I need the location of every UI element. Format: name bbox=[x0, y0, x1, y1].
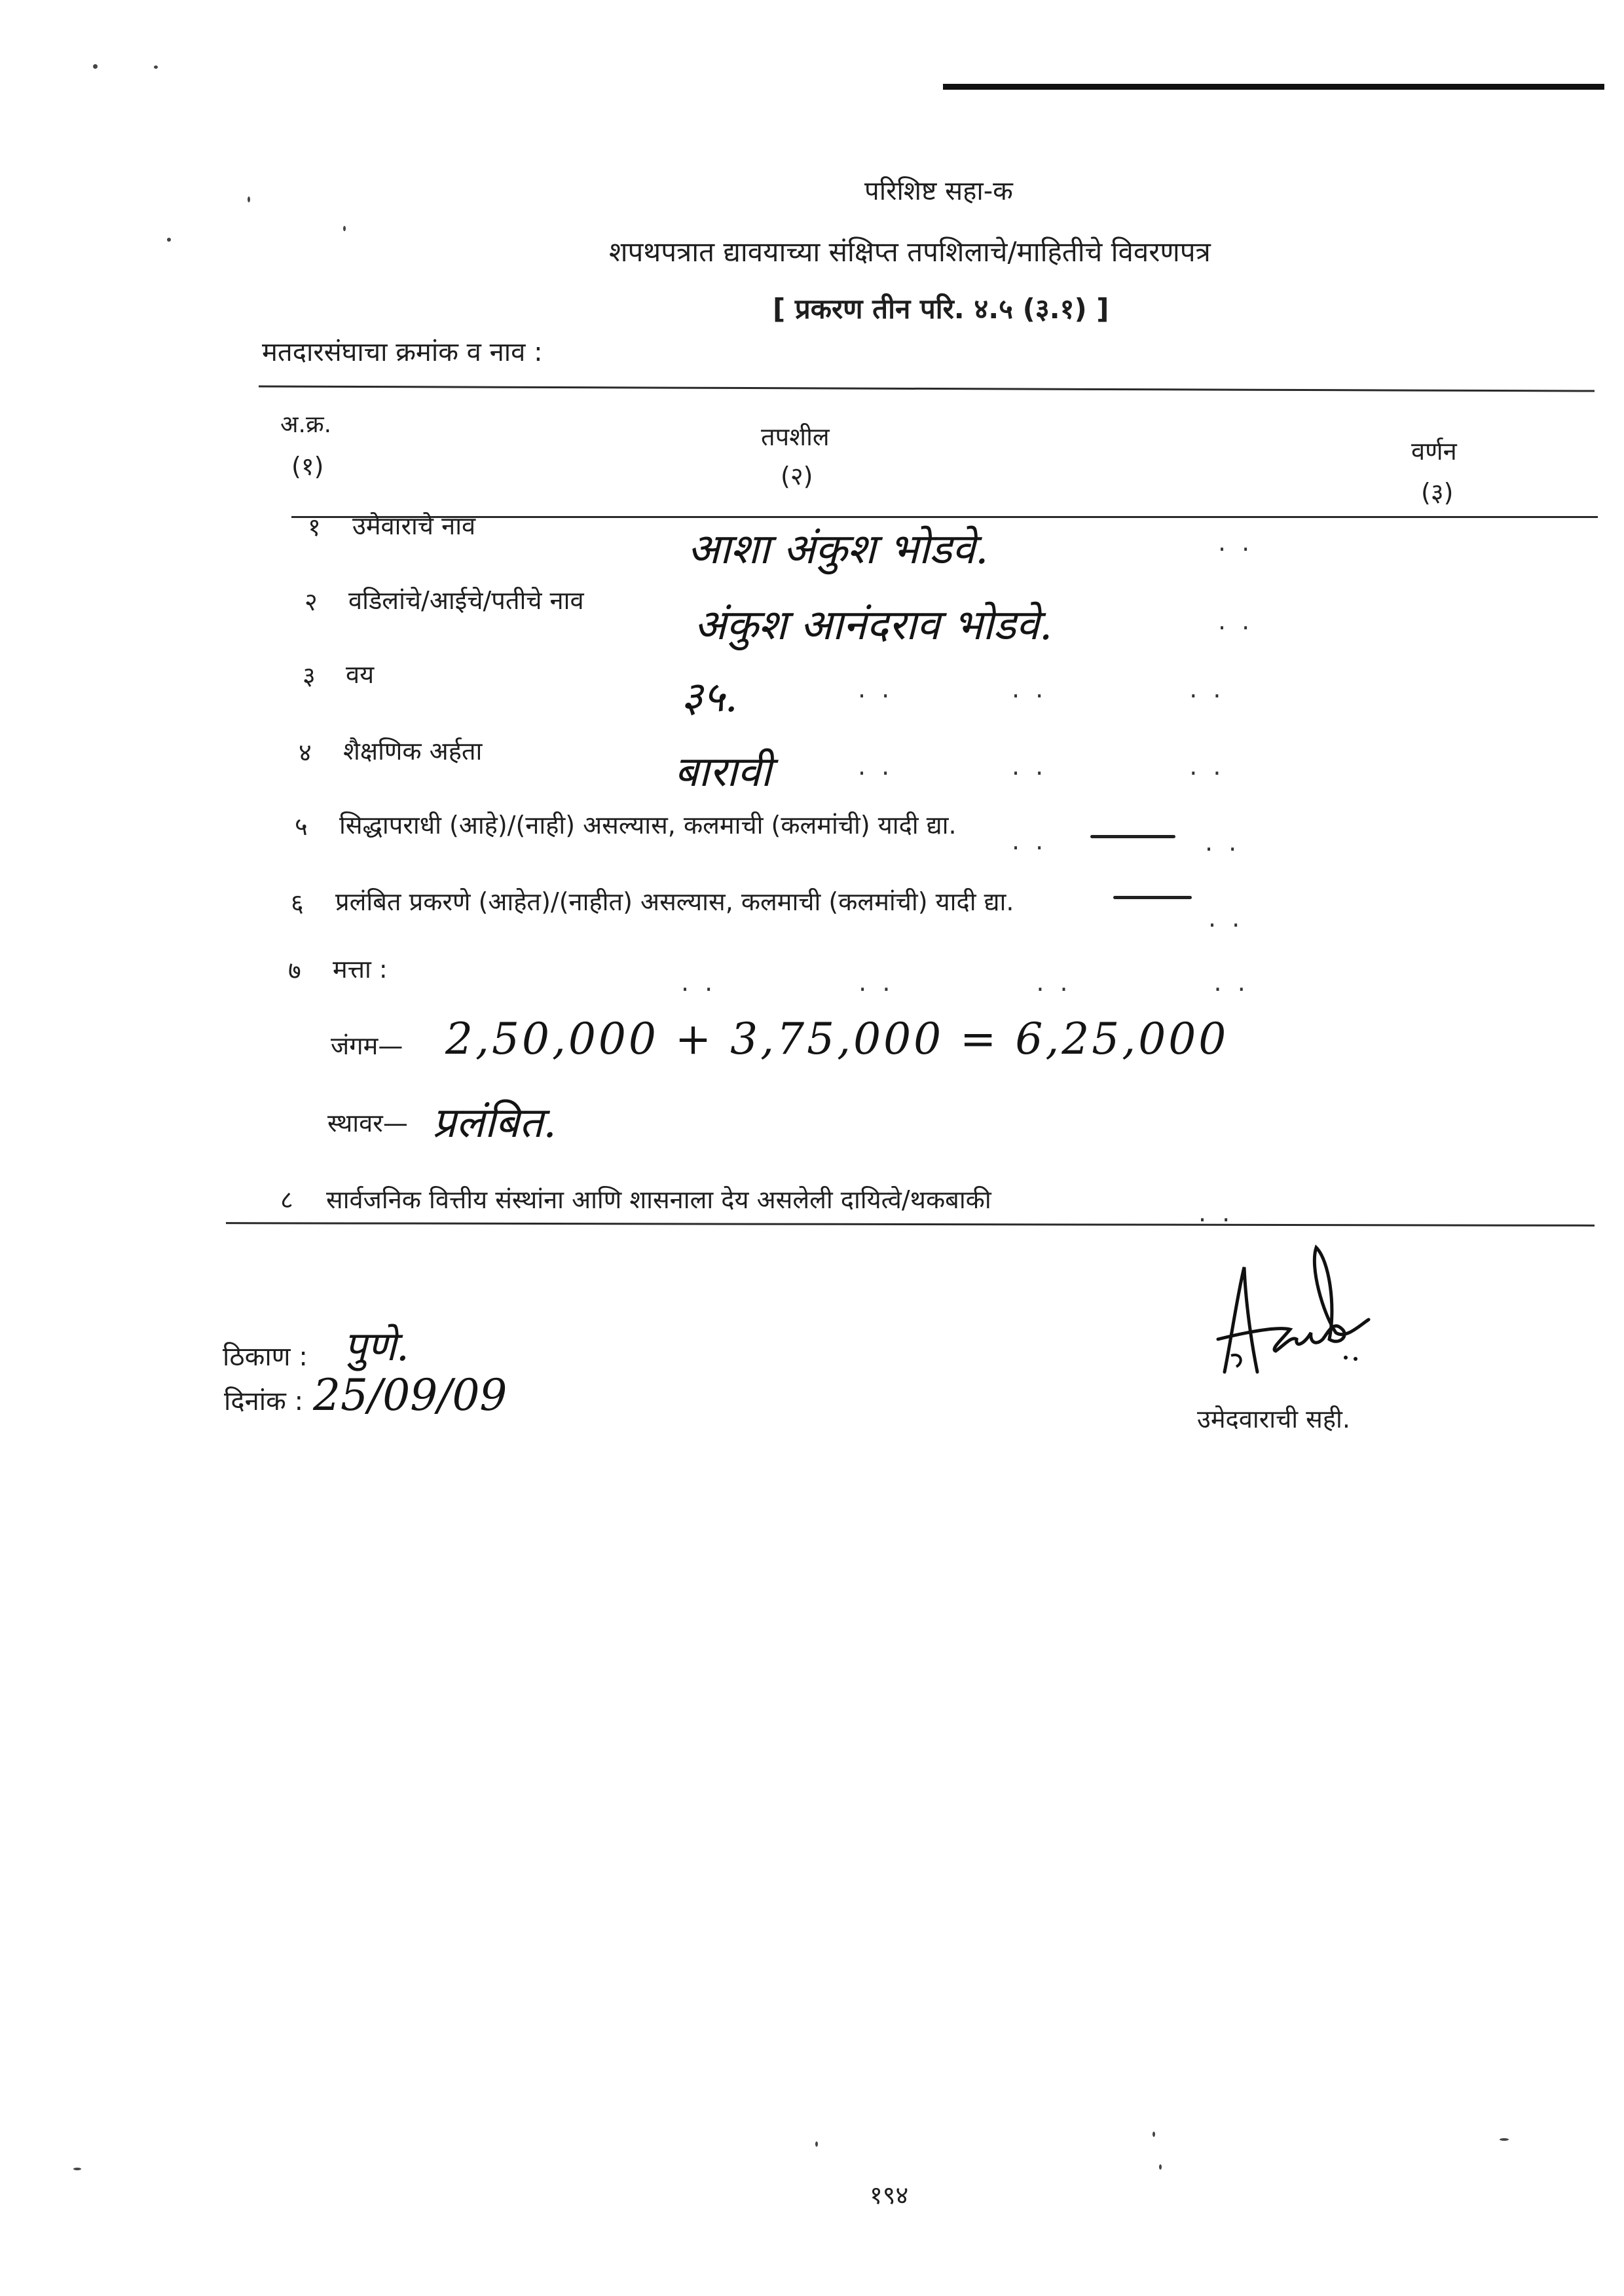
row-1-number: १ bbox=[308, 513, 321, 542]
row-7-number: ७ bbox=[288, 956, 301, 985]
scan-speck bbox=[167, 238, 171, 242]
constituency-label: मतदारसंघाचा क्रमांक व नाव : bbox=[262, 337, 543, 367]
row-6-number: ६ bbox=[291, 889, 304, 917]
scan-speck bbox=[343, 226, 346, 231]
row-5-leader-dots-end: . . bbox=[1205, 828, 1241, 857]
column-header-description: वर्णन bbox=[1411, 437, 1457, 466]
scan-speck bbox=[815, 2141, 818, 2147]
row-1-label: उमेवाराचे नाव bbox=[352, 511, 476, 540]
scan-speck bbox=[93, 64, 98, 69]
row-6-label: प्रलंबित प्रकरणे (आहेत)/(नाहीत) असल्यास, कलमाची (कलमांची) यादी द्या. bbox=[335, 887, 1014, 916]
table-top-rule bbox=[259, 385, 1595, 392]
table-header-rule bbox=[291, 516, 1598, 518]
scan-speck bbox=[1153, 2132, 1155, 2137]
row-4-label: शैक्षणिक अर्हता bbox=[343, 737, 483, 766]
row-4-number: ४ bbox=[299, 738, 312, 767]
candidate-signature bbox=[1205, 1241, 1388, 1411]
immovable-assets-label: स्थावर— bbox=[327, 1109, 408, 1138]
row-5-label: सिद्धापराधी (आहे)/(नाही) असल्यास, कलमाची (कलमांची) यादी द्या. bbox=[339, 811, 957, 840]
place-value-handwritten: पुणे. bbox=[344, 1322, 409, 1370]
scan-speck bbox=[1500, 2138, 1509, 2141]
column-header-serial: अ.क्र. bbox=[280, 411, 332, 438]
row-6-leader-dots: . . bbox=[1208, 904, 1244, 933]
row-1-leader-dots: . . bbox=[1218, 528, 1254, 557]
row-3-value-handwritten: ३५. bbox=[681, 673, 738, 722]
row-3-number: ३ bbox=[303, 661, 316, 690]
movable-assets-label: जंगम— bbox=[331, 1031, 403, 1060]
column-header-details-num: (२) bbox=[781, 462, 813, 491]
row-5-leader-dots: . . bbox=[1012, 826, 1048, 855]
row-2-value-handwritten: अंकुश आनंदराव भोडवे. bbox=[694, 601, 1053, 650]
appendix-heading: परिशिष्ट सहा-क bbox=[864, 176, 1013, 206]
column-header-details: तपशील bbox=[761, 422, 830, 451]
row-3-leader-dots: . . . . . . bbox=[858, 675, 1225, 703]
column-header-serial-num: (१) bbox=[291, 452, 324, 481]
row-7-label: मत्ता : bbox=[333, 955, 388, 984]
table-bottom-rule bbox=[226, 1222, 1595, 1227]
row-8-label: सार्वजनिक वित्तीय संस्थांना आणि शासनाला देय असलेली दायित्वे/थकबाकी bbox=[326, 1185, 991, 1214]
movable-assets-value-handwritten: 2,50,000 + 3,75,000 = 6,25,000 bbox=[445, 1014, 1229, 1064]
row-1-value-handwritten: आशा अंकुश भोडवे. bbox=[688, 525, 989, 574]
row-5-number: ५ bbox=[295, 812, 308, 841]
form-title: शपथपत्रात द्यावयाच्या संक्षिप्त तपशिलाचे/माहितीचे विवरणपत्र bbox=[609, 236, 1211, 268]
scan-edge-bar bbox=[943, 84, 1604, 90]
scan-speck bbox=[73, 2168, 81, 2170]
immovable-assets-value-handwritten: प्रलंबित. bbox=[432, 1099, 557, 1147]
row-7-leader-dots: . . . . . . . . bbox=[681, 968, 1249, 997]
column-header-description-num: (३) bbox=[1421, 478, 1454, 507]
date-value-handwritten: 25/09/09 bbox=[313, 1370, 507, 1420]
row-4-value-handwritten: बारावी bbox=[674, 748, 772, 796]
row-8-leader-dots: . . bbox=[1198, 1198, 1234, 1227]
row-8-number: ८ bbox=[280, 1185, 293, 1214]
page-number: १९४ bbox=[870, 2181, 909, 2210]
row-2-leader-dots: . . bbox=[1218, 606, 1254, 635]
scan-speck bbox=[248, 196, 250, 202]
scan-speck bbox=[154, 65, 158, 69]
scan-speck bbox=[1159, 2164, 1162, 2170]
place-label: ठिकाण : bbox=[223, 1342, 308, 1372]
date-label: दिनांक : bbox=[224, 1386, 304, 1416]
row-5-value-dash bbox=[1090, 835, 1175, 838]
row-2-label: वडिलांचे/आईचे/पतीचे नाव bbox=[348, 586, 584, 615]
form-reference: [ प्रकरण तीन परि. ४.५ (३.१) ] bbox=[773, 293, 1109, 325]
candidate-signature-label: उमेदवाराची सही. bbox=[1197, 1405, 1350, 1434]
row-4-leader-dots: . . . . . . bbox=[858, 752, 1225, 781]
row-2-number: २ bbox=[304, 587, 318, 616]
row-6-value-dash bbox=[1113, 896, 1192, 899]
row-3-label: वय bbox=[346, 660, 375, 689]
